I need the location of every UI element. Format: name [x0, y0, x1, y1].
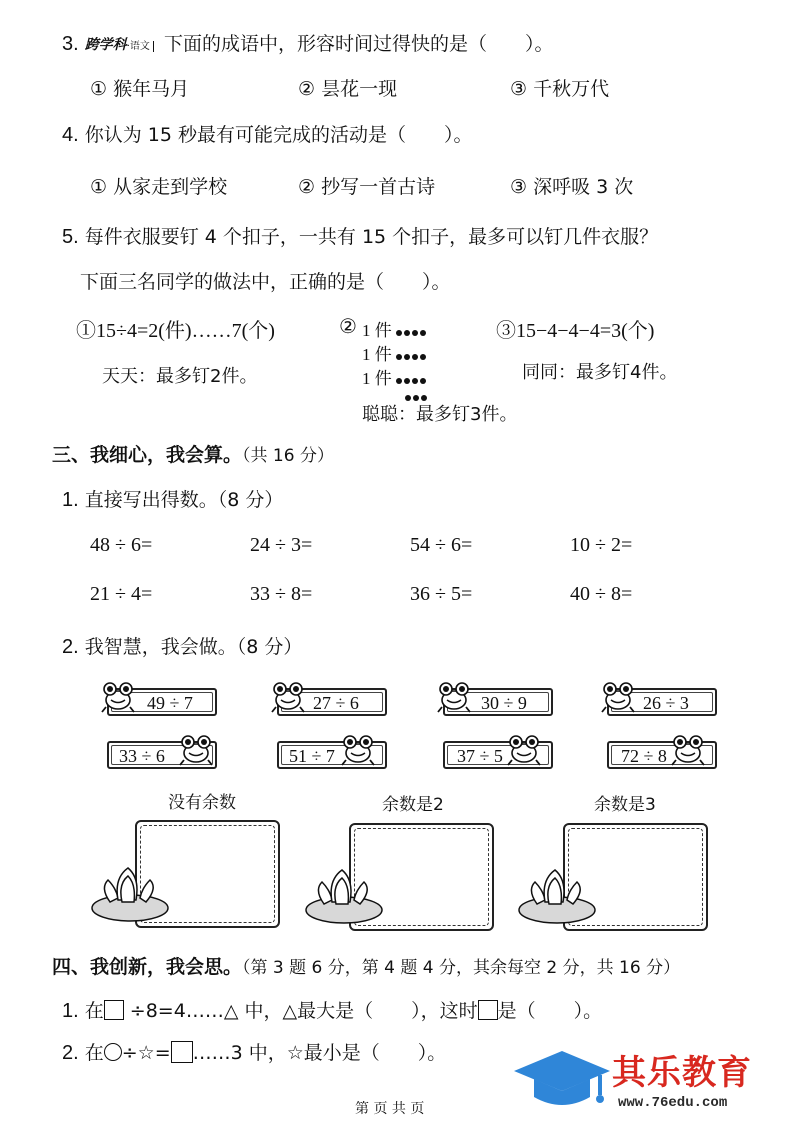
sec4-q2-text-b: ÷☆=	[121, 1042, 171, 1064]
q4-line	[62, 120, 473, 147]
frog-icon	[178, 733, 214, 767]
division-card-expression: 33 ÷ 6	[119, 746, 165, 766]
sec4-q2-number: 2.	[62, 1042, 79, 1064]
bin-label-remainder-3: 余数是3	[594, 795, 656, 815]
frog-icon	[436, 680, 472, 714]
division-card-expression: 49 ÷ 7	[147, 693, 193, 713]
section-4-points: （第 3 题 6 分，第 4 题 4 分，其余每空 2 分，共 16 分）	[242, 958, 681, 978]
graduation-cap-icon	[512, 1045, 612, 1115]
section-4-title: 四、我创新，我会思。	[52, 956, 243, 978]
division-card-expression: 26 ÷ 3	[643, 693, 689, 713]
cross-subject-tag-label: 跨学科	[84, 37, 127, 53]
section-3-title: 三、我细心，我会算。	[52, 444, 243, 466]
sec4-q1-text-c: 是（ ）。	[497, 1000, 603, 1022]
sec3-sub2-number: 2.	[62, 636, 79, 658]
q4-number: 4.	[62, 124, 79, 146]
calc-item: 24 ÷ 3=	[250, 534, 313, 556]
sec4-q1-text-b: ÷8=4……△ 中，△最大是（ ），这时	[129, 1000, 478, 1022]
sec3-sub1	[62, 485, 283, 512]
q5-method-2-mark: ②	[339, 316, 357, 338]
q5-method-3-result: 同同：最多钉4件。	[522, 362, 678, 383]
sec4-q1-number: 1.	[62, 1000, 79, 1022]
frog-icon	[670, 733, 706, 767]
calc-item: 10 ÷ 2=	[570, 534, 633, 556]
lotus-icon	[515, 864, 597, 926]
square-blank-icon	[104, 1000, 124, 1020]
button-dots-4	[396, 321, 428, 340]
row-label: 1 件	[362, 321, 392, 340]
q5-text2: 下面三名同学的做法中，正确的是（ ）。	[80, 271, 451, 293]
calc-item: 54 ÷ 6=	[410, 534, 473, 556]
row-label: 1 件	[362, 345, 392, 364]
division-card-expression: 72 ÷ 8	[621, 746, 667, 766]
section-3-points: （共 16 分）	[242, 446, 334, 466]
q3-option-1: ① 猴年马月	[90, 78, 190, 100]
division-card-expression: 27 ÷ 6	[313, 693, 359, 713]
square-blank-icon	[478, 1000, 498, 1020]
bin-label-remainder-2: 余数是2	[382, 795, 444, 815]
calc-item: 36 ÷ 5=	[410, 583, 473, 605]
q3-option-3: ③ 千秋万代	[510, 78, 610, 100]
sec4-q1	[62, 996, 602, 1023]
sec4-q1-text-a: 在	[84, 1000, 104, 1022]
section-4-heading	[52, 952, 680, 979]
frog-icon	[506, 733, 542, 767]
q3-line	[62, 29, 553, 56]
calc-item: 33 ÷ 8=	[250, 583, 313, 605]
q5-text: 每件衣服要钉 4 个扣子，一共有 15 个扣子，最多可以钉几件衣服？	[84, 226, 659, 248]
calc-item: 40 ÷ 8=	[570, 583, 633, 605]
frog-icon	[100, 680, 136, 714]
q3-text: 下面的成语中，形容时间过得快的是（ ）。	[163, 33, 554, 55]
sec4-q2-text-a: 在	[84, 1042, 104, 1064]
cross-subject-tag	[85, 34, 154, 54]
q3-option-2: ② 昙花一现	[298, 78, 398, 100]
q5-method-3-formula: ③15−4−4−4=3(个)	[496, 320, 655, 342]
q4-option-3: ③ 深呼吸 3 次	[510, 176, 634, 198]
q4-option-1: ① 从家走到学校	[90, 176, 228, 198]
q5-method-2-row-2	[362, 340, 428, 365]
q3-number: 3.	[62, 33, 79, 55]
lotus-icon	[88, 862, 170, 924]
q5-line	[62, 222, 658, 249]
sec4-q2	[62, 1038, 446, 1065]
division-card-expression: 51 ÷ 7	[289, 746, 335, 766]
q5-method-2-result: 聪聪：最多钉3件。	[362, 404, 518, 425]
q5-method-1-result: 天天：最多钉2件。	[102, 366, 258, 387]
sec3-sub2	[62, 632, 302, 659]
row-label: 1 件	[362, 369, 392, 388]
division-card-expression: 37 ÷ 5	[457, 746, 503, 766]
calc-item: 48 ÷ 6=	[90, 534, 153, 556]
section-3-heading	[52, 440, 334, 467]
page-footer: 第 页 共 页	[355, 1101, 425, 1117]
q5-number: 5.	[62, 226, 79, 248]
button-dots-4	[396, 345, 428, 364]
sec3-sub1-number: 1.	[62, 489, 79, 511]
cross-subject-tag-subject: ·语文	[127, 41, 154, 52]
brand-logo-url: www.76edu.com	[618, 1095, 728, 1111]
q5-method-1-formula: ①15÷4=2(件)……7(个)	[76, 320, 275, 342]
brand-logo-name: 其乐教育	[612, 1053, 752, 1093]
circle-blank-icon	[104, 1043, 122, 1061]
calc-item: 21 ÷ 4=	[90, 583, 153, 605]
q4-text: 你认为 15 秒最有可能完成的活动是（ ）。	[84, 124, 473, 146]
sec3-sub1-text: 直接写出得数。（8 分）	[84, 489, 284, 511]
frog-icon	[340, 733, 376, 767]
q4-option-2: ② 抄写一首古诗	[298, 176, 436, 198]
lotus-icon	[302, 864, 384, 926]
q5-method-2-row-1	[362, 316, 428, 341]
sec4-q2-text-c: ……3 中，☆最小是（ ）。	[192, 1042, 447, 1064]
frog-icon	[600, 680, 636, 714]
division-card-expression: 30 ÷ 9	[481, 693, 527, 713]
sec3-sub2-text: 我智慧，我会做。（8 分）	[84, 636, 303, 658]
square-blank-icon	[171, 1041, 193, 1063]
frog-icon	[270, 680, 306, 714]
bin-label-no-remainder: 没有余数	[168, 793, 236, 813]
